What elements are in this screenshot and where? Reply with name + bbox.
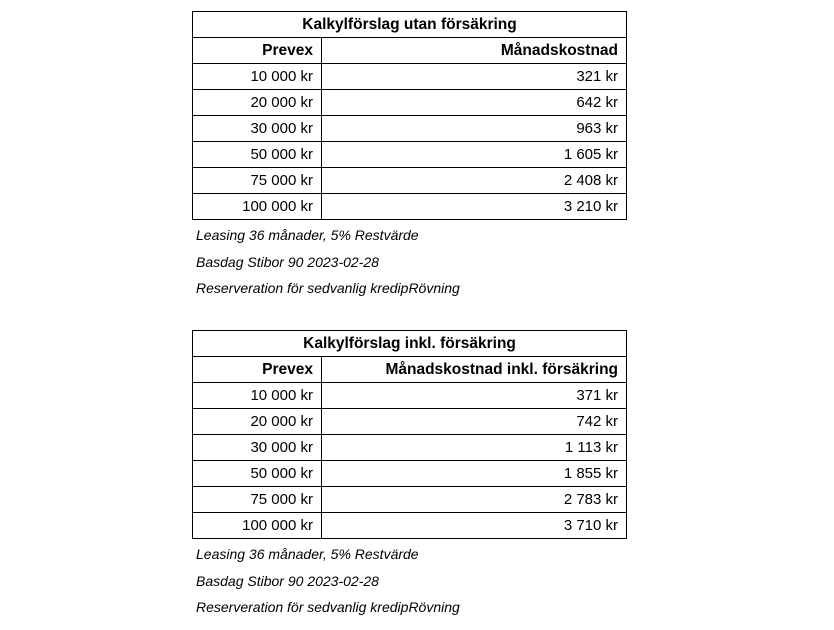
table-header-row — [193, 357, 627, 383]
note-base-date: Basdag Stibor 90 2023-02-28 — [196, 572, 379, 589]
table-row — [193, 142, 627, 168]
table-title-row — [193, 331, 627, 357]
note-leasing-terms: Leasing 36 månader, 5% Restvärde — [196, 546, 419, 562]
prevex-cell: 30 000 kr — [193, 116, 322, 142]
cost-cell: 1 855 kr — [322, 461, 627, 487]
table-row — [193, 194, 627, 220]
cost-cell: 963 kr — [322, 116, 627, 142]
cost-cell: 742 kr — [322, 409, 627, 435]
table-header-row — [193, 38, 627, 64]
cost-cell: 3 210 kr — [322, 194, 627, 220]
prevex-cell: 75 000 kr — [193, 168, 322, 194]
cost-cell: 1 605 kr — [322, 142, 627, 168]
table-row — [193, 168, 627, 194]
column-header-prevex: Prevex — [193, 357, 322, 383]
table-row — [193, 461, 627, 487]
prevex-cell: 20 000 kr — [193, 90, 322, 116]
cost-cell: 3 710 kr — [322, 513, 627, 539]
note-credit-reservation: Reserveration för sedvanlig kredipRövning — [196, 599, 460, 615]
table-title: Kalkylförslag utan försäkring — [193, 12, 627, 38]
note-credit-reservation: Reserveration för sedvanlig kredipRövning — [196, 280, 460, 296]
prevex-cell: 100 000 kr — [193, 194, 322, 220]
column-header-cost: Månadskostnad inkl. försäkring — [322, 357, 627, 383]
calc-block-with-insurance — [192, 330, 626, 621]
notes — [196, 541, 626, 621]
cost-cell: 371 kr — [322, 383, 627, 409]
column-header-prevex: Prevex — [193, 38, 322, 64]
cost-cell: 2 408 kr — [322, 168, 627, 194]
prevex-cell: 10 000 kr — [193, 64, 322, 90]
table-row — [193, 383, 627, 409]
table-row — [193, 487, 627, 513]
prevex-cell: 30 000 kr — [193, 435, 322, 461]
calc-table — [192, 11, 627, 220]
calc-block-without-insurance — [192, 11, 626, 302]
table-row — [193, 116, 627, 142]
table-row — [193, 435, 627, 461]
table-row — [193, 90, 627, 116]
calc-table — [192, 330, 627, 539]
cost-cell: 642 kr — [322, 90, 627, 116]
table-row — [193, 64, 627, 90]
cost-cell: 321 kr — [322, 64, 627, 90]
prevex-cell: 50 000 kr — [193, 461, 322, 487]
prevex-cell: 20 000 kr — [193, 409, 322, 435]
note-base-date: Basdag Stibor 90 2023-02-28 — [196, 253, 379, 270]
prevex-cell: 10 000 kr — [193, 383, 322, 409]
cost-cell: 2 783 kr — [322, 487, 627, 513]
cost-cell: 1 113 kr — [322, 435, 627, 461]
table-row — [193, 409, 627, 435]
table-title-row — [193, 12, 627, 38]
note-leasing-terms: Leasing 36 månader, 5% Restvärde — [196, 227, 419, 243]
table-title: Kalkylförslag inkl. försäkring — [193, 331, 627, 357]
table-row — [193, 513, 627, 539]
prevex-cell: 50 000 kr — [193, 142, 322, 168]
prevex-cell: 75 000 kr — [193, 487, 322, 513]
column-header-cost: Månadskostnad — [322, 38, 627, 64]
notes — [196, 222, 626, 302]
prevex-cell: 100 000 kr — [193, 513, 322, 539]
